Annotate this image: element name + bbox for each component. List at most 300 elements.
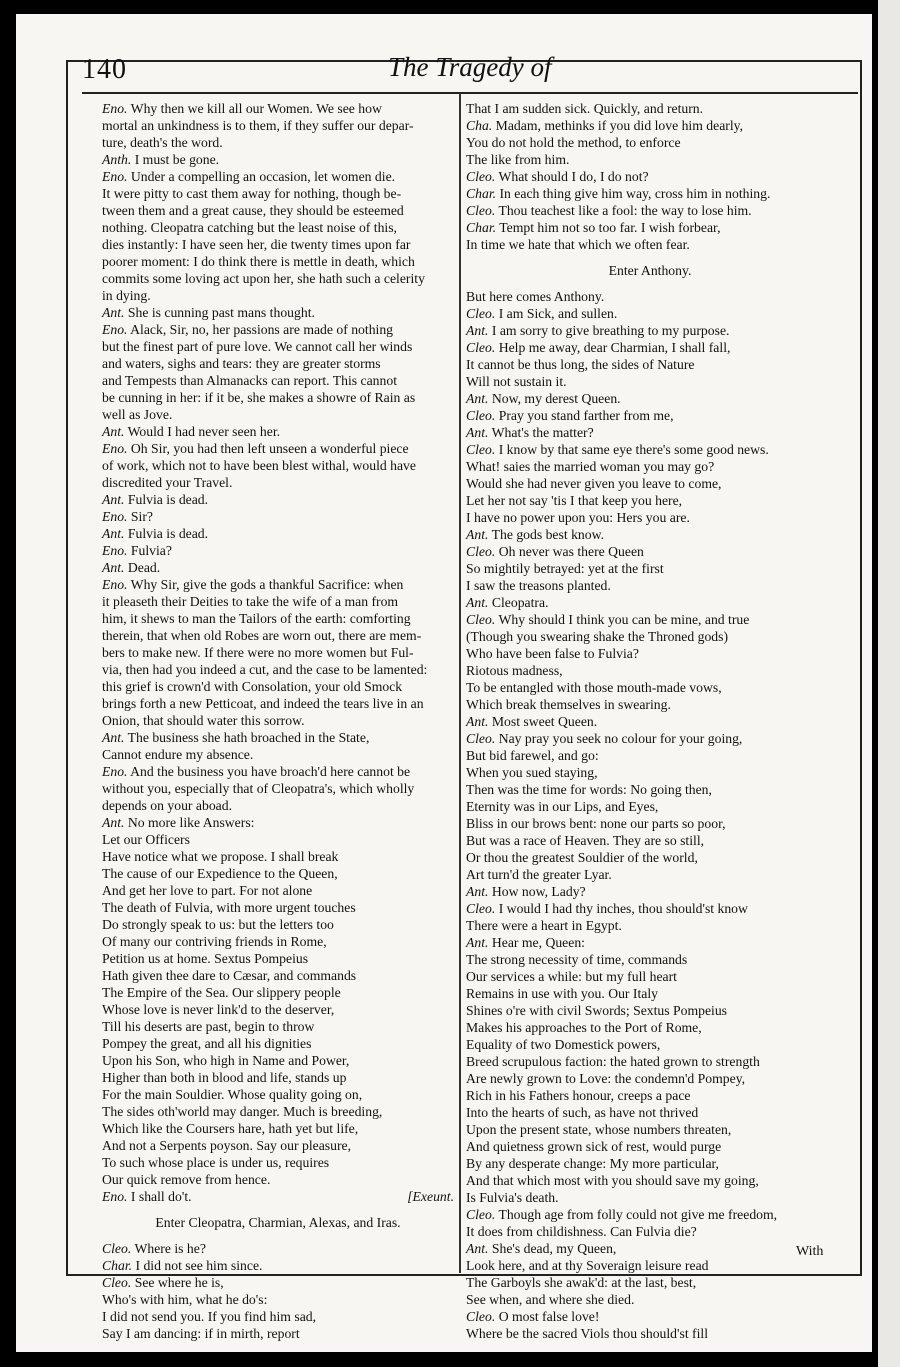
verse-line xyxy=(102,865,454,882)
verse-line xyxy=(466,645,834,662)
line-text: Fulvia is dead. xyxy=(124,492,209,507)
stage-direction-text: Enter Anthony. xyxy=(608,263,692,278)
speech-line xyxy=(102,729,454,746)
speaker-label: Cleo. xyxy=(466,408,496,423)
speaker-label: Anth. xyxy=(102,152,132,167)
speaker-label: Eno. xyxy=(102,101,128,116)
speech-line xyxy=(466,883,834,900)
line-text: Till his deserts are past, begin to throw xyxy=(102,1019,315,1034)
line-text: without you, especially that of Cleopatra's, which wholly xyxy=(102,781,415,796)
speaker-label: Cleo. xyxy=(466,203,496,218)
right-text-column xyxy=(466,100,834,1342)
line-text: of work, which not to have been blest withal, would have xyxy=(102,458,416,473)
verse-line xyxy=(102,1291,454,1308)
line-text: Say I am dancing: if in mirth, report xyxy=(102,1326,300,1341)
verse-line xyxy=(466,1325,834,1342)
speech-line xyxy=(102,763,454,780)
line-text: To such whose place is under us, requires xyxy=(102,1155,330,1170)
verse-line xyxy=(102,134,454,151)
line-text: And quietness grown sick of rest, would purge xyxy=(466,1139,722,1154)
line-text: In time we hate that which we often fear. xyxy=(466,237,690,252)
line-text: Oh never was there Queen xyxy=(495,544,644,559)
verse-line xyxy=(102,967,454,984)
line-text: Upon the present state, whose numbers threaten, xyxy=(466,1122,732,1137)
speech-line xyxy=(102,1274,454,1291)
line-text: Makes his approaches to the Port of Rome, xyxy=(466,1020,702,1035)
speech-line xyxy=(466,526,834,543)
verse-line xyxy=(102,1069,454,1086)
speech-line xyxy=(466,730,834,747)
verse-line xyxy=(102,746,454,763)
page-number: 140 xyxy=(82,54,127,85)
line-text: him, it shews to man the Tailors of the earth: comforting xyxy=(102,611,411,626)
line-text: Riotous madness, xyxy=(466,663,563,678)
verse-line xyxy=(466,781,834,798)
verse-line xyxy=(466,356,834,373)
speaker-label: Cleo. xyxy=(466,901,496,916)
speaker-label: Ant. xyxy=(466,323,489,338)
speaker-label: Cha. xyxy=(466,118,493,133)
speaker-label: Eno. xyxy=(102,764,128,779)
verse-line xyxy=(102,1052,454,1069)
verse-line xyxy=(466,560,834,577)
line-text: Breed scrupulous faction: the hated grown to strength xyxy=(466,1054,760,1069)
line-text: Higher than both in blood and life, stands up xyxy=(102,1070,347,1085)
line-text: See when, and where she died. xyxy=(466,1292,635,1307)
verse-line xyxy=(102,831,454,848)
line-text: Have notice what we propose. I shall break xyxy=(102,849,339,864)
verse-line xyxy=(102,678,454,695)
verse-line xyxy=(102,899,454,916)
verse-line xyxy=(466,1104,834,1121)
line-text: Fulvia? xyxy=(127,543,172,558)
speaker-label: Ant. xyxy=(466,595,489,610)
verse-line xyxy=(466,151,834,168)
line-text: The gods best know. xyxy=(488,527,605,542)
column-divider xyxy=(459,93,461,1273)
verse-line xyxy=(102,338,454,355)
line-text: well as Jove. xyxy=(102,407,173,422)
line-text: but the finest part of pure love. We cannot call her winds xyxy=(102,339,413,354)
speaker-label: Cleo. xyxy=(466,442,496,457)
speaker-label: Cleo. xyxy=(466,169,496,184)
line-text: And the business you have broach'd here cannot be xyxy=(127,764,411,779)
line-text: Which break themselves in swearing. xyxy=(466,697,671,712)
line-text: in dying. xyxy=(102,288,151,303)
line-text: Eternity was in our Lips, and Eyes, xyxy=(466,799,659,814)
line-text: And not a Serpents poyson. Say our pleasure, xyxy=(102,1138,351,1153)
speaker-label: Char. xyxy=(466,186,497,201)
line-text: Into the hearts of such, as have not thrived xyxy=(466,1105,699,1120)
verse-line xyxy=(466,288,834,305)
verse-line xyxy=(102,355,454,372)
verse-line xyxy=(102,1035,454,1052)
line-text: Cleopatra. xyxy=(488,595,549,610)
line-text: I know by that same eye there's some good news. xyxy=(495,442,769,457)
line-text: Whose love is never link'd to the deserver, xyxy=(102,1002,335,1017)
verse-line xyxy=(102,661,454,678)
verse-line xyxy=(466,849,834,866)
line-text: Fulvia is dead. xyxy=(124,526,209,541)
speech-line xyxy=(466,219,834,236)
line-text: And that which most with you should save my going, xyxy=(466,1173,759,1188)
speech-line xyxy=(466,713,834,730)
line-text: Then was the time for words: No going then, xyxy=(466,782,712,797)
speaker-label: Eno. xyxy=(102,577,128,592)
verse-line xyxy=(102,287,454,304)
verse-line xyxy=(466,628,834,645)
line-text: I have no power upon you: Hers you are. xyxy=(466,510,690,525)
line-text: But here comes Anthony. xyxy=(466,289,605,304)
verse-line xyxy=(466,1070,834,1087)
verse-line xyxy=(466,1019,834,1036)
verse-line xyxy=(466,1138,834,1155)
speaker-label: Ant. xyxy=(102,305,125,320)
line-text: Onion, that should water this sorrow. xyxy=(102,713,305,728)
line-text: Look here, and at thy Soveraign leisure read xyxy=(466,1258,709,1273)
stage-direction xyxy=(102,1214,454,1231)
line-text: The Garboyls she awak'd: at the last, best, xyxy=(466,1275,697,1290)
line-text: Our services a while: but my full heart xyxy=(466,969,677,984)
line-text: That I am sudden sick. Quickly, and return. xyxy=(466,101,704,116)
verse-line xyxy=(466,1223,834,1240)
verse-line xyxy=(102,984,454,1001)
line-text: Oh Sir, you had then left unseen a wonderful piece xyxy=(127,441,409,456)
adjacent-page-edge xyxy=(878,0,900,1367)
speech-line xyxy=(466,117,834,134)
line-text: It were pitty to cast them away for nothing, though be- xyxy=(102,186,402,201)
verse-line xyxy=(102,882,454,899)
verse-line xyxy=(102,1120,454,1137)
line-text: Why then we kill all our Women. We see how xyxy=(127,101,382,116)
page-header xyxy=(82,52,862,92)
verse-line xyxy=(466,475,834,492)
verse-line xyxy=(102,916,454,933)
verse-line xyxy=(102,1103,454,1120)
line-text: Pray you stand farther from me, xyxy=(495,408,674,423)
speaker-label: Cleo. xyxy=(466,731,496,746)
verse-line xyxy=(466,1155,834,1172)
line-text: Under a compelling an occasion, let women die. xyxy=(127,169,396,184)
line-text: In each thing give him way, cross him in nothing. xyxy=(496,186,771,201)
line-text: What! saies the married woman you may go? xyxy=(466,459,715,474)
speech-line xyxy=(466,1240,834,1257)
verse-line xyxy=(466,458,834,475)
line-text: Bliss in our brows bent: none our parts so poor, xyxy=(466,816,726,831)
line-text: Alack, Sir, no, her passions are made of nothing xyxy=(127,322,394,337)
verse-line xyxy=(102,372,454,389)
line-text: it pleaseth their Deities to take the wife of a man from xyxy=(102,594,399,609)
line-text: You do not hold the method, to enforce xyxy=(466,135,681,150)
speech-line xyxy=(102,508,454,525)
speech-line xyxy=(102,559,454,576)
line-text: Remains in use with you. Our Italy xyxy=(466,986,658,1001)
verse-line xyxy=(102,406,454,423)
speech-line xyxy=(466,407,834,424)
verse-line xyxy=(466,100,834,117)
speech-line xyxy=(466,1308,834,1325)
verse-line xyxy=(466,764,834,781)
verse-line xyxy=(466,1189,834,1206)
speaker-label: Eno. xyxy=(102,322,128,337)
line-text: For the main Souldier. Whose quality going on, xyxy=(102,1087,363,1102)
verse-line xyxy=(466,747,834,764)
verse-line xyxy=(102,848,454,865)
speaker-label: Ant. xyxy=(466,1241,489,1256)
verse-line xyxy=(466,1172,834,1189)
line-text: I am Sick, and sullen. xyxy=(495,306,618,321)
speech-line xyxy=(466,185,834,202)
speaker-label: Ant. xyxy=(102,492,125,507)
line-text: tween them and a great cause, they should be esteemed xyxy=(102,203,404,218)
line-text: She's dead, my Queen, xyxy=(488,1241,617,1256)
line-text: See where he is, xyxy=(131,1275,224,1290)
speech-line xyxy=(102,525,454,542)
line-text: Who have been false to Fulvia? xyxy=(466,646,639,661)
line-text: Hear me, Queen: xyxy=(488,935,585,950)
speaker-label: Cleo. xyxy=(466,306,496,321)
verse-line xyxy=(102,1018,454,1035)
line-text: I must be gone. xyxy=(131,152,220,167)
verse-line xyxy=(102,270,454,287)
line-text: Tempt him not so too far. I wish forbear, xyxy=(496,220,721,235)
line-text: Of many our contriving friends in Rome, xyxy=(102,934,327,949)
line-text: She is cunning past mans thought. xyxy=(124,305,315,320)
line-text: Nay pray you seek no colour for your going, xyxy=(495,731,743,746)
speaker-label: Ant. xyxy=(466,884,489,899)
running-title: The Tragedy of xyxy=(388,52,552,82)
line-text: Hath given thee dare to Cæsar, and commands xyxy=(102,968,357,983)
line-text: Is Fulvia's death. xyxy=(466,1190,559,1205)
verse-line xyxy=(466,1002,834,1019)
line-text: Will not sustain it. xyxy=(466,374,567,389)
line-text: I shall do't. xyxy=(127,1189,192,1204)
line-text: Would she had never given you leave to come, xyxy=(466,476,722,491)
verse-line xyxy=(466,815,834,832)
line-spacer xyxy=(102,1231,454,1240)
speech-line xyxy=(466,1206,834,1223)
verse-line xyxy=(466,1087,834,1104)
speech-line xyxy=(102,1257,454,1274)
line-text: bers to make new. If there were no more women but Ful- xyxy=(102,645,414,660)
line-text: brings forth a new Petticoat, and indeed the tears live in an xyxy=(102,696,424,711)
verse-line xyxy=(102,933,454,950)
line-text: dies instantly: I have seen her, die twenty times upon far xyxy=(102,237,411,252)
speaker-label: Eno. xyxy=(102,509,128,524)
speech-line xyxy=(466,441,834,458)
line-text: Now, my derest Queen. xyxy=(488,391,621,406)
line-text: Do strongly speak to us: but the letters too xyxy=(102,917,334,932)
line-text: I did not send you. If you find him sad, xyxy=(102,1309,317,1324)
verse-line xyxy=(466,373,834,390)
verse-line xyxy=(102,712,454,729)
verse-line xyxy=(466,577,834,594)
speech-line xyxy=(466,543,834,560)
speech-line xyxy=(466,390,834,407)
line-text: Let her not say 'tis I that keep you here, xyxy=(466,493,683,508)
line-text: Where is he? xyxy=(131,1241,206,1256)
verse-line xyxy=(466,662,834,679)
line-text: Most sweet Queen. xyxy=(488,714,598,729)
stage-direction-text: Enter Cleopatra, Charmian, Alexas, and Iras. xyxy=(155,1215,401,1230)
line-text: Or thou the greatest Souldier of the world, xyxy=(466,850,698,865)
verse-line xyxy=(466,798,834,815)
catchword: With xyxy=(796,1244,824,1259)
verse-line xyxy=(102,627,454,644)
line-text: To be entangled with those mouth-made vows, xyxy=(466,680,722,695)
speech-line xyxy=(102,814,454,831)
verse-line xyxy=(102,1001,454,1018)
line-text: and waters, sighs and tears: they are greater storms xyxy=(102,356,381,371)
speech-line xyxy=(102,1240,454,1257)
line-spacer xyxy=(102,1205,454,1214)
line-text: Rich in his Fathers honour, creeps a pace xyxy=(466,1088,691,1103)
line-text: Cannot endure my absence. xyxy=(102,747,254,762)
verse-line xyxy=(102,1086,454,1103)
verse-line xyxy=(466,951,834,968)
speaker-label: Cleo. xyxy=(466,340,496,355)
line-spacer xyxy=(466,253,834,262)
line-text: Our quick remove from hence. xyxy=(102,1172,271,1187)
verse-line xyxy=(466,679,834,696)
speaker-label: Ant. xyxy=(466,425,489,440)
verse-line xyxy=(466,509,834,526)
line-text: via, then had you indeed a cut, and the case to be lamented: xyxy=(102,662,428,677)
speech-line xyxy=(466,594,834,611)
line-text: There were a heart in Egypt. xyxy=(466,918,622,933)
line-text: and Tempests than Almanacks can report. This cannot xyxy=(102,373,398,388)
verse-line xyxy=(102,117,454,134)
speaker-label: Eno. xyxy=(102,1189,128,1204)
line-text: I saw the treasons planted. xyxy=(466,578,611,593)
line-text: Upon his Son, who high in Name and Power, xyxy=(102,1053,350,1068)
verse-line xyxy=(102,474,454,491)
verse-line xyxy=(466,1053,834,1070)
line-text: discredited your Travel. xyxy=(102,475,233,490)
speech-line xyxy=(102,576,454,593)
verse-line xyxy=(102,593,454,610)
speech-line xyxy=(102,151,454,168)
verse-line xyxy=(466,1121,834,1138)
line-spacer xyxy=(466,279,834,288)
verse-line xyxy=(102,610,454,627)
verse-line xyxy=(102,780,454,797)
speaker-label: Char. xyxy=(102,1258,133,1273)
speaker-label: Cleo. xyxy=(466,544,496,559)
line-text: Petition us at home. Sextus Pompeius xyxy=(102,951,309,966)
verse-line xyxy=(102,1154,454,1171)
verse-line xyxy=(466,866,834,883)
speech-line xyxy=(466,339,834,356)
line-text: Which like the Coursers hare, hath yet but life, xyxy=(102,1121,359,1136)
line-text: What's the matter? xyxy=(488,425,594,440)
line-text: I am sorry to give breathing to my purpose. xyxy=(488,323,730,338)
line-text: Where be the sacred Viols thou should'st fill xyxy=(466,1326,709,1341)
speaker-label: Eno. xyxy=(102,543,128,558)
header-rule xyxy=(82,92,858,94)
verse-line xyxy=(466,1036,834,1053)
verse-line xyxy=(466,1257,834,1274)
line-text: Would I had never seen her. xyxy=(124,424,281,439)
line-text: The Empire of the Sea. Our slippery people xyxy=(102,985,341,1000)
line-text: Let our Officers xyxy=(102,832,190,847)
verse-line xyxy=(102,185,454,202)
line-text: But was a race of Heaven. They are so still, xyxy=(466,833,705,848)
line-text: I did not see him since. xyxy=(132,1258,263,1273)
speech-line xyxy=(466,305,834,322)
verse-line xyxy=(102,389,454,406)
speech-line xyxy=(102,321,454,338)
line-text: What should I do, I do not? xyxy=(495,169,649,184)
speaker-label: Cleo. xyxy=(466,1309,496,1324)
line-text: therein, that when old Robes are worn out, there are mem- xyxy=(102,628,422,643)
verse-line xyxy=(102,1137,454,1154)
line-text: Thou teachest like a fool: the way to lose him. xyxy=(495,203,752,218)
verse-line xyxy=(102,1308,454,1325)
line-text: And get her love to part. For not alone xyxy=(102,883,313,898)
speech-line xyxy=(466,934,834,951)
verse-line xyxy=(466,968,834,985)
speaker-label: Ant. xyxy=(102,815,125,830)
verse-line xyxy=(466,134,834,151)
line-text: depends on your aboad. xyxy=(102,798,232,813)
line-text: The death of Fulvia, with more urgent touches xyxy=(102,900,356,915)
line-text: Madam, methinks if you did love him dearly, xyxy=(492,118,744,133)
speaker-label: Cleo. xyxy=(466,1207,496,1222)
verse-line xyxy=(466,985,834,1002)
line-text: The cause of our Expedience to the Queen, xyxy=(102,866,338,881)
speaker-label: Ant. xyxy=(466,527,489,542)
verse-line xyxy=(102,457,454,474)
line-text: But bid farewel, and go: xyxy=(466,748,599,763)
speech-line xyxy=(466,202,834,219)
speech-line xyxy=(102,491,454,508)
speaker-label: Ant. xyxy=(102,526,125,541)
verse-line xyxy=(466,832,834,849)
speech-line xyxy=(466,424,834,441)
speech-line xyxy=(466,900,834,917)
verse-line xyxy=(102,202,454,219)
verse-line xyxy=(102,797,454,814)
verse-line xyxy=(466,917,834,934)
line-text: It does from childishness. Can Fulvia die? xyxy=(466,1224,697,1239)
line-text: By any desperate change: My more particular, xyxy=(466,1156,719,1171)
line-text: The strong necessity of time, commands xyxy=(466,952,688,967)
line-text: Though age from folly could not give me freedom, xyxy=(495,1207,778,1222)
line-text: (Though you swearing shake the Throned gods) xyxy=(466,629,729,644)
speaker-label: Cleo. xyxy=(102,1275,132,1290)
speech-line xyxy=(102,542,454,559)
speech-line xyxy=(102,100,454,117)
line-text: commits some loving act upon her, she hath such a celerity xyxy=(102,271,425,286)
line-text: ture, death's the word. xyxy=(102,135,223,150)
speech-line xyxy=(102,423,454,440)
stage-direction xyxy=(466,262,834,279)
line-text: No more like Answers: xyxy=(124,815,255,830)
line-text: Who's with him, what he do's: xyxy=(102,1292,268,1307)
left-text-column xyxy=(102,100,454,1342)
speaker-label: Ant. xyxy=(102,560,125,575)
line-text: poorer moment: I do think there is mettle in death, which xyxy=(102,254,415,269)
speech-line xyxy=(466,322,834,339)
line-text: be cunning in her: if it be, she makes a showre of Rain as xyxy=(102,390,416,405)
speaker-label: Ant. xyxy=(102,424,125,439)
verse-line xyxy=(466,236,834,253)
verse-line xyxy=(102,695,454,712)
speech-line xyxy=(466,611,834,628)
speaker-label: Char. xyxy=(466,220,497,235)
speech-line xyxy=(466,168,834,185)
